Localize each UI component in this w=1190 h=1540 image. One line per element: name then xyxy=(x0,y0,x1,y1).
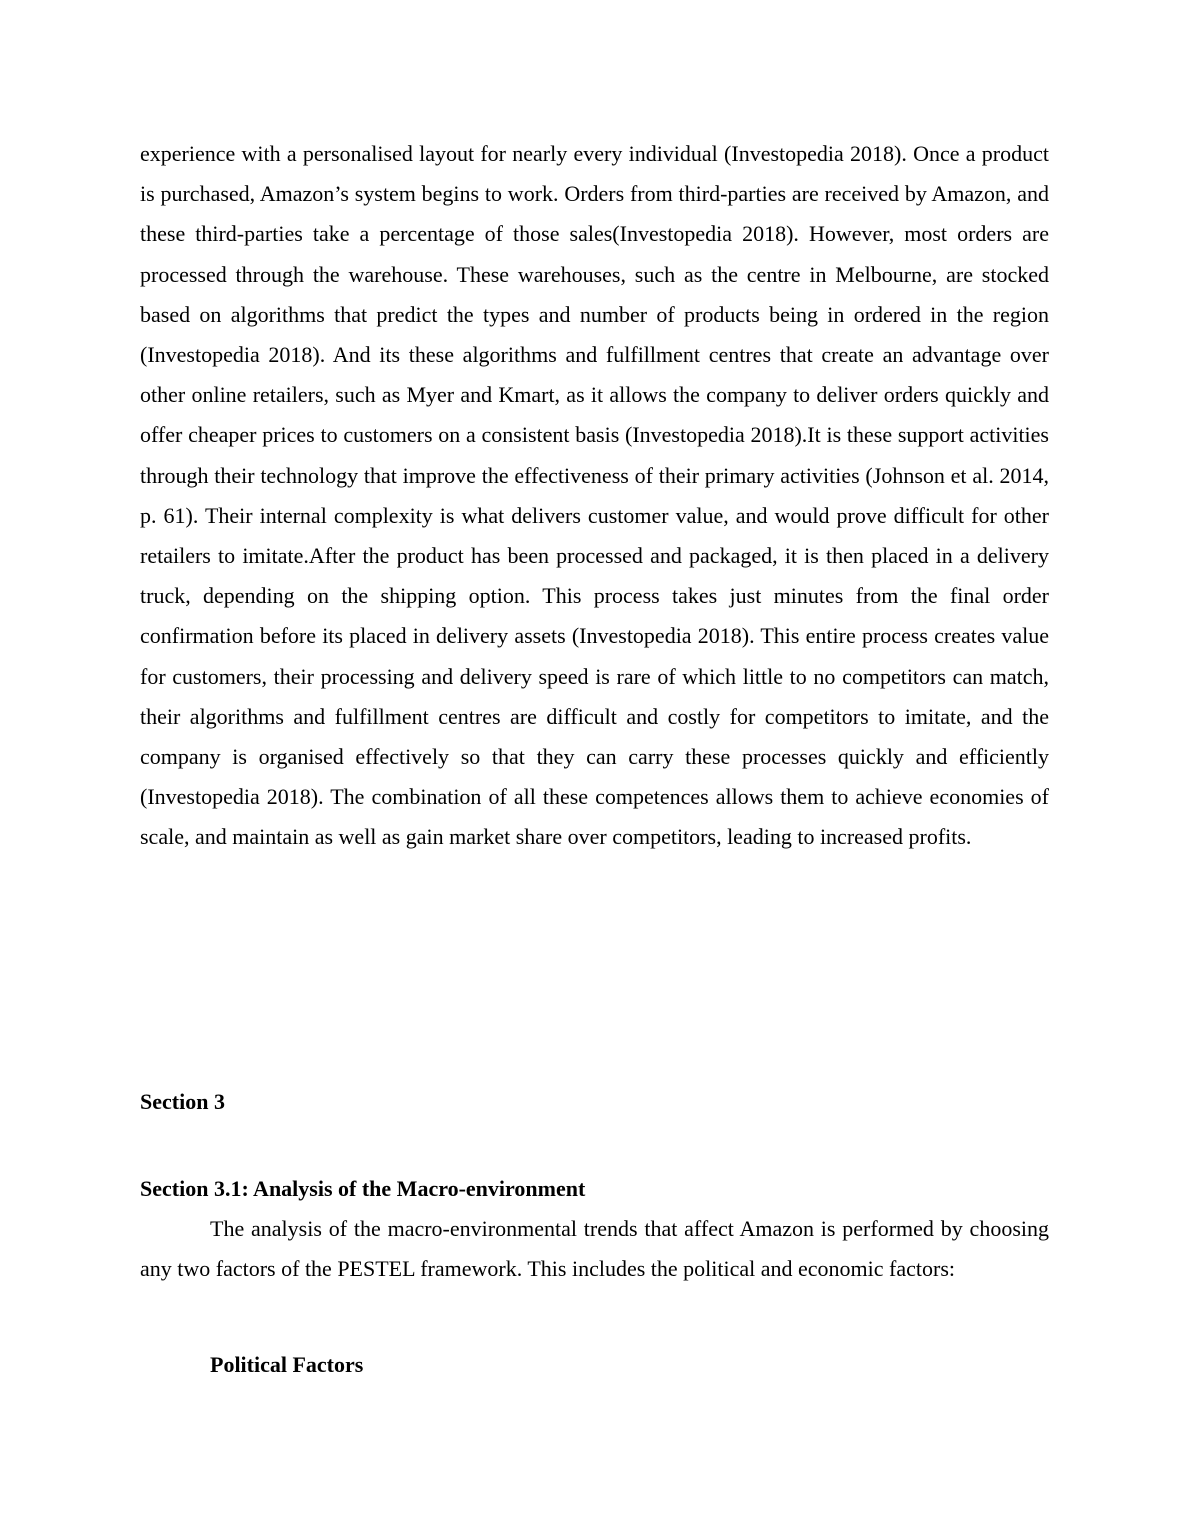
political-factors-heading: Political Factors xyxy=(210,1352,364,1377)
analysis-paragraph: The analysis of the macro-environmental trends that affect Amazon is performed by choosing any two factors of the PESTEL framework. This includes the political and economic factors: xyxy=(140,1216,1049,1282)
section-heading: Section 3 xyxy=(140,1089,225,1114)
continuation-paragraph: experience with a personalised layout for nearly every individual (Investopedia 2018). Once a product is purchased, Amazon’s system begins to work. Orders from third-parties are received by Amazon, and these third-parties take a percentage of those sales(Investopedia 2018). However, most orders are processed through the warehouse. These warehouses, such as the centre in Melbourne, are stocked based on algorithms that predict the types and number of products being in ordered in the region (Investopedia 2018). And its these algorithms and fulfillment centres that create an advantage over other online retailers, such as Myer and Kmart, as it allows the company to deliver orders quickly and offer cheaper prices to customers on a consistent basis (Investopedia 2018).It is these support activities through their technology that improve the effectiveness of their primary activities (Johnson et al. 2014, p. 61). Their internal complexity is what delivers customer value, and would prove difficult for other retailers to imitate.After the product has been processed and packaged, it is then placed in a delivery truck, depending on the shipping option. This process takes just minutes from the final order confirmation before its placed in delivery assets (Investopedia 2018). This entire process creates value for customers, their processing and delivery speed is rare of which little to no competitors can match, their algorithms and fulfillment centres are difficult and costly for competitors to imitate, and the company is organised effectively so that they can carry these processes quickly and efficiently (Investopedia 2018). The combination of all these competences allows them to achieve economies of scale, and maintain as well as gain market share over competitors, leading to increased profits. xyxy=(140,141,1049,850)
subsection-heading: Section 3.1: Analysis of the Macro-environment xyxy=(140,1176,586,1201)
